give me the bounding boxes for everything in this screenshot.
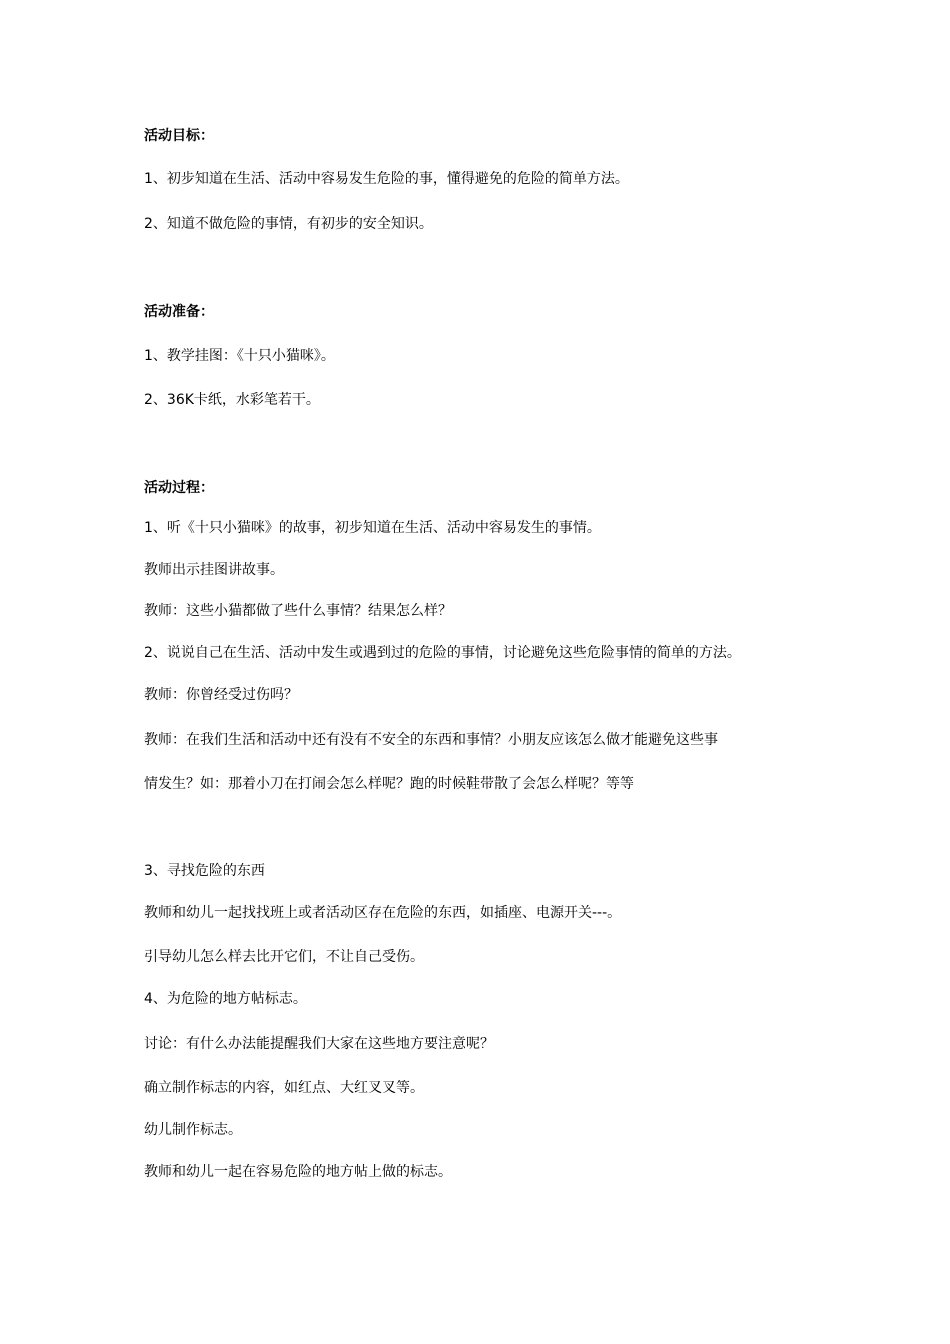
process-line-10: 引导幼儿怎么样去比开它们，不让自己受伤。 (144, 949, 424, 965)
process-line-13: 确立制作标志的内容，如红点、大红叉叉等。 (144, 1080, 424, 1096)
preparation-heading: 活动准备： (144, 304, 214, 320)
process-line-6: 教师：在我们生活和活动中还有没有不安全的东西和事情？小朋友应该怎么做才能避免这些事 (144, 732, 718, 748)
process-line-15: 教师和幼儿一起在容易危险的地方帖上做的标志。 (144, 1164, 452, 1180)
process-line-12: 讨论：有什么办法能提醒我们大家在这些地方要注意呢？ (144, 1036, 494, 1052)
process-line-1: 1、听《十只小猫咪》的故事，初步知道在生活、活动中容易发生的事情。 (144, 520, 601, 536)
process-line-9: 教师和幼儿一起找找班上或者活动区存在危险的东西，如插座、电源开关---。 (144, 905, 622, 921)
process-line-2: 教师出示挂图讲故事。 (144, 562, 284, 578)
process-line-5: 教师：你曾经受过伤吗？ (144, 687, 298, 703)
goals-heading: 活动目标： (144, 128, 214, 144)
process-line-4: 2、说说自己在生活、活动中发生或遇到过的危险的事情，讨论避免这些危险事情的简单的方法。 (144, 645, 741, 661)
preparation-item-1: 1、教学挂图：《十只小猫咪》。 (144, 348, 335, 364)
preparation-item-2: 2、36K卡纸，水彩笔若干。 (144, 392, 320, 408)
process-line-8: 3、寻找危险的东西 (144, 863, 265, 879)
goals-item-2: 2、知道不做危险的事情，有初步的安全知识。 (144, 216, 433, 232)
process-line-3: 教师：这些小猫都做了些什么事情？结果怎么样？ (144, 603, 452, 619)
process-heading: 活动过程： (144, 480, 214, 496)
goals-item-1: 1、初步知道在生活、活动中容易发生危险的事，懂得避免的危险的简单方法。 (144, 171, 629, 187)
process-line-11: 4、为危险的地方帖标志。 (144, 991, 307, 1007)
process-line-7: 情发生？如：那着小刀在打闹会怎么样呢？跑的时候鞋带散了会怎么样呢？等等 (144, 776, 634, 792)
process-line-14: 幼儿制作标志。 (144, 1122, 242, 1138)
